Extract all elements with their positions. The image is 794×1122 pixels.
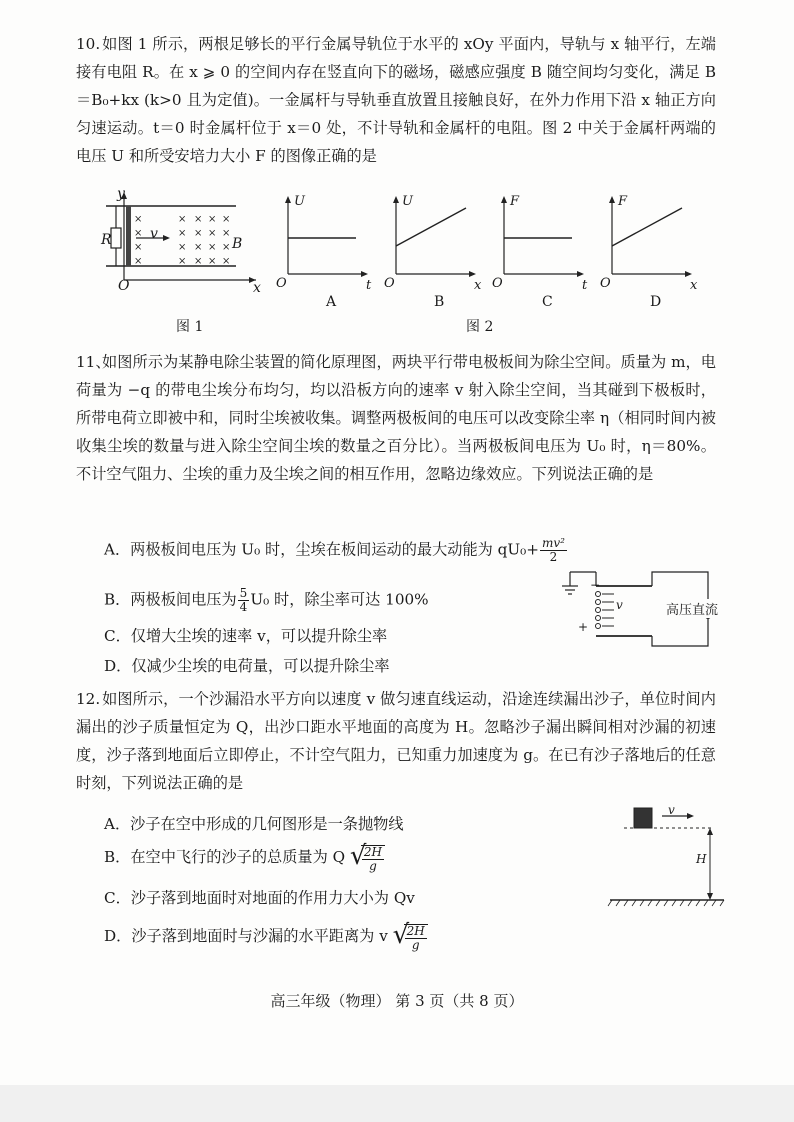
graph-x-label: t bbox=[366, 278, 372, 293]
page-footer: 高三年级（物理） 第 3 页（共 8 页） bbox=[270, 992, 524, 1010]
svg-text:×: × bbox=[178, 228, 187, 239]
question-10 bbox=[76, 30, 716, 170]
fig1-x-label: x bbox=[253, 280, 261, 296]
svg-text:×: × bbox=[134, 228, 143, 239]
q11-option-a[interactable] bbox=[104, 537, 568, 564]
svg-text:×: × bbox=[208, 256, 217, 267]
q11-option-d[interactable] bbox=[104, 654, 390, 678]
option-text: C．仅增大尘埃的速率 v，可以提升除尘率 bbox=[104, 627, 388, 645]
graph-x-label: x bbox=[690, 278, 698, 293]
svg-text:×: × bbox=[222, 214, 231, 225]
fig11-v-label: v bbox=[616, 598, 623, 612]
fraction: $\frac{5}{4}$ bbox=[239, 586, 248, 614]
question-number: 11、 bbox=[76, 353, 111, 371]
svg-text:×: × bbox=[178, 214, 187, 225]
question-12 bbox=[76, 685, 716, 797]
svg-text:×: × bbox=[222, 256, 231, 267]
fig2-caption: 图 2 bbox=[466, 319, 494, 335]
graph-a bbox=[270, 190, 380, 316]
fig1-caption: 图 1 bbox=[176, 319, 204, 335]
svg-text:×: × bbox=[194, 214, 203, 225]
graph-letter: D bbox=[650, 294, 662, 310]
svg-text:×: × bbox=[194, 228, 203, 239]
resistor bbox=[111, 228, 121, 248]
fraction: $\frac{\text{mv²}}{2}$ bbox=[542, 536, 565, 564]
graph-b bbox=[378, 190, 488, 316]
fig11-hv-label: 高压直流 bbox=[666, 599, 718, 618]
option-text: D．仅减少尘埃的电荷量，可以提升除尘率 bbox=[104, 657, 390, 675]
square-root: √ $\frac{2H}{g}$ bbox=[350, 843, 385, 873]
q12-option-c[interactable] bbox=[104, 886, 415, 910]
svg-text:×: × bbox=[222, 242, 231, 253]
square-root: √ $\frac{2H}{g}$ bbox=[393, 922, 428, 952]
graph-d bbox=[594, 190, 704, 316]
fig11-plus: + bbox=[578, 620, 589, 634]
graph-letter: B bbox=[434, 294, 445, 310]
graph-letter: C bbox=[542, 294, 553, 310]
question-stem: 如图所示，一个沙漏沿水平方向以速度 v 做匀速直线运动，沿途连续漏出沙子，单位时间内漏出的沙子质量恒定为 Q，出沙口距水平地面的高度为 H。忽略沙子漏出瞬间相对沙漏的初速度，沙子落到地面后立即停止，不计空气阻力，已知重力加速度为 g。在已有沙子落地后的任意时刻，下列说法正确的是 bbox=[76, 690, 716, 792]
svg-text:×: × bbox=[208, 214, 217, 225]
graph-origin-label: O bbox=[384, 276, 395, 291]
fig11-minus: − bbox=[590, 578, 601, 592]
fig12-h-label: H bbox=[696, 852, 707, 866]
magnetic-field-marks bbox=[134, 214, 230, 267]
svg-text:×: × bbox=[134, 242, 143, 253]
option-text: B．在空中飞行的沙子的总质量为 Q bbox=[104, 848, 346, 866]
option-text: U₀ 时，除尘率可达 100% bbox=[250, 590, 429, 609]
fig1-origin-label: O bbox=[118, 278, 130, 294]
sand-hourglass-figure bbox=[604, 804, 730, 912]
graph-origin-label: O bbox=[600, 276, 611, 291]
q12-option-a[interactable] bbox=[104, 812, 404, 836]
svg-text:×: × bbox=[208, 228, 217, 239]
graph-line bbox=[396, 208, 466, 246]
graph-c bbox=[486, 190, 596, 316]
question-number: 12. bbox=[76, 690, 101, 708]
svg-text:×: × bbox=[134, 214, 143, 225]
question-number: 10. bbox=[76, 35, 101, 53]
svg-text:×: × bbox=[208, 242, 217, 253]
question-stem: 如图所示为某静电除尘装置的简化原理图，两块平行带电极板间为除尘空间。质量为 m，电荷量为 −q 的带电尘埃分布均匀，均以沿板方向的速率 v 射入除尘空间，当其碰到下极板时，所带电荷立即被中和，同时尘埃被收集。调整两极板间的电压可以改变除尘率 η（相同时间内被收集尘埃的数量与进入除尘空间尘埃的数量之百分比）。当两极板间电压为 U₀ 时，η＝80%。不计空气阻力、尘埃的重力及尘埃之间的相互作用，忽略边缘效应。下列说法正确的是 bbox=[76, 353, 716, 483]
graph-y-label: U bbox=[294, 194, 305, 209]
question-stem: 如图 1 所示，两根足够长的平行金属导轨位于水平的 xOy 平面内，导轨与 x 轴平行，左端接有电阻 R。在 x ⩾ 0 的空间内存在竖直向下的磁场，磁感应强度 B 随空间均匀变化，满足 B＝B₀+kx (k>0 且为定值)。一金属杆与导轨垂直放置且接触良好，在外力作用下沿 x 轴正方向匀速运动。t＝0 时金属杆位于 x＝0 处，不计导轨和金属杆的电阻。图 2 中关于金属杆两端的电压 U 和所受安培力大小 F 的图像正确的是 bbox=[76, 35, 716, 165]
svg-text:×: × bbox=[178, 242, 187, 253]
graph-y-label: F bbox=[618, 194, 628, 209]
question-11 bbox=[76, 348, 716, 488]
svg-text:×: × bbox=[134, 256, 143, 267]
graph-y-label: F bbox=[510, 194, 520, 209]
hourglass bbox=[634, 808, 652, 828]
viewer-bottom-band bbox=[0, 1085, 794, 1122]
metal-rod bbox=[126, 206, 131, 266]
fig1-b-label: B bbox=[232, 236, 243, 252]
svg-text:×: × bbox=[178, 256, 187, 267]
fig1-y-label: y bbox=[117, 186, 125, 202]
svg-text:×: × bbox=[194, 242, 203, 253]
option-text: A．两极板间电压为 U₀ 时，尘埃在板间运动的最大动能为 qU₀+ bbox=[104, 540, 539, 559]
graph-x-label: x bbox=[474, 278, 482, 293]
q11-option-b[interactable] bbox=[104, 587, 429, 614]
fig1-v-label: v bbox=[150, 226, 158, 242]
graph-x-label: t bbox=[582, 278, 588, 293]
graph-origin-label: O bbox=[276, 276, 287, 291]
dust-particles bbox=[596, 592, 615, 629]
q11-option-c[interactable] bbox=[104, 624, 387, 648]
option-text: D．沙子落到地面时与沙漏的水平距离为 v bbox=[104, 927, 388, 945]
graph-y-label: U bbox=[402, 194, 413, 209]
option-text: B．两极板间电压为 bbox=[104, 590, 237, 609]
graph-line bbox=[612, 208, 682, 246]
svg-text:×: × bbox=[222, 228, 231, 239]
graph-origin-label: O bbox=[492, 276, 503, 291]
fig1-r-label: R bbox=[101, 232, 112, 248]
q12-option-b[interactable] bbox=[104, 843, 385, 873]
q12-option-d[interactable] bbox=[104, 922, 428, 952]
option-text: A．沙子在空中形成的几何图形是一条抛物线 bbox=[104, 815, 404, 833]
fig12-v-label: v bbox=[668, 803, 675, 817]
option-text: C．沙子落到地面时对地面的作用力大小为 Qv bbox=[104, 889, 415, 907]
graph-letter: A bbox=[326, 294, 337, 310]
svg-text:×: × bbox=[194, 256, 203, 267]
